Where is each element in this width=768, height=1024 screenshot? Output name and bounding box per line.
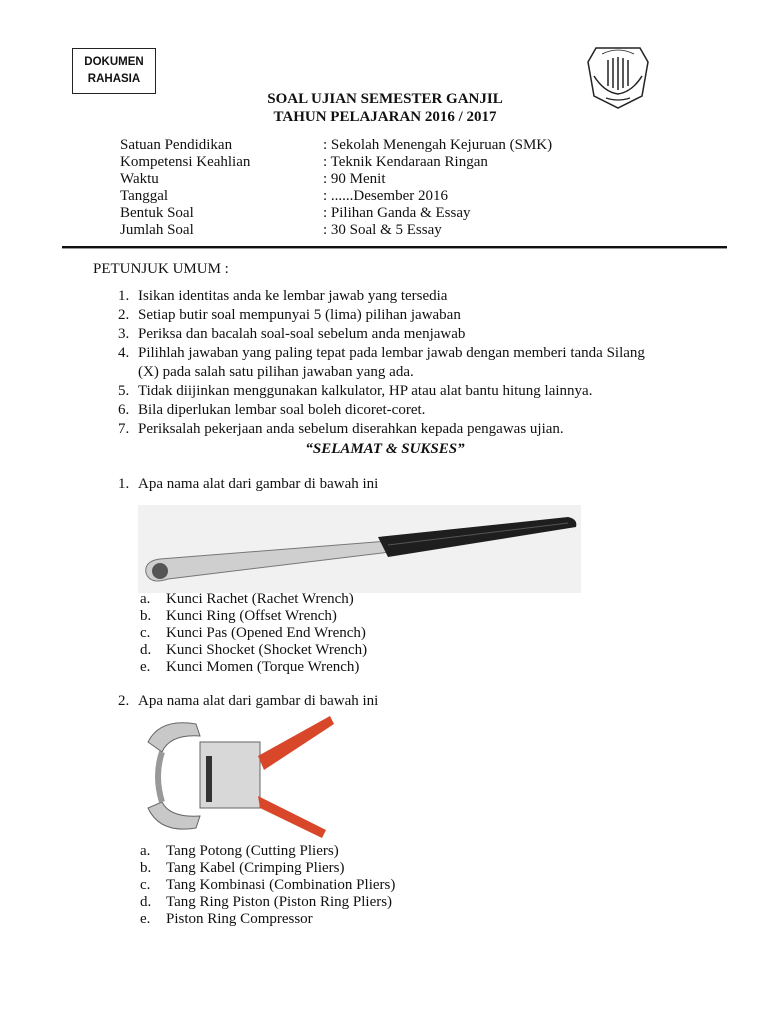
option-letter: e. bbox=[140, 659, 151, 675]
document-title: SOAL UJIAN SEMESTER GANJIL bbox=[267, 91, 503, 107]
answer-option: Tang Ring Piston (Piston Ring Pliers) bbox=[166, 894, 393, 910]
question-2-text: Apa nama alat dari gambar di bawah ini bbox=[138, 693, 379, 709]
instruction-text: Bila diperlukan lembar soal boleh dicoret-coret. bbox=[138, 402, 426, 418]
answer-option: Tang Kabel (Crimping Pliers) bbox=[166, 860, 345, 876]
info-value: : Pilihan Ganda & Essay bbox=[323, 205, 471, 221]
instruction-number: 2. bbox=[118, 307, 130, 323]
instruction-text: Pilihlah jawaban yang paling tepat pada lembar jawab dengan memberi tanda Silang bbox=[138, 345, 645, 361]
answer-option: Kunci Pas (Opened End Wrench) bbox=[166, 625, 366, 641]
info-label: Satuan Pendidikan bbox=[120, 137, 233, 153]
question-2-number: 2. bbox=[118, 693, 130, 709]
answer-option: Kunci Momen (Torque Wrench) bbox=[166, 659, 360, 675]
option-letter: c. bbox=[140, 877, 151, 893]
instruction-number: 5. bbox=[118, 383, 130, 399]
instruction-text: Periksalah pekerjaan anda sebelum diserahkan kepada pengawas ujian. bbox=[138, 421, 564, 437]
option-letter: a. bbox=[140, 843, 151, 859]
info-value: : 90 Menit bbox=[323, 171, 386, 187]
option-letter: d. bbox=[140, 894, 152, 910]
option-letter: b. bbox=[140, 608, 152, 624]
option-letter: c. bbox=[140, 625, 151, 641]
closing-greeting: “SELAMAT & SUKSES” bbox=[305, 441, 465, 457]
stamp-line2: RAHASIA bbox=[87, 73, 141, 85]
option-letter: e. bbox=[140, 911, 151, 927]
answer-option: Piston Ring Compressor bbox=[166, 911, 313, 927]
instruction-text-continued: (X) pada salah satu pilihan jawaban yang ada. bbox=[138, 364, 414, 380]
document-subtitle: TAHUN PELAJARAN 2016 / 2017 bbox=[273, 109, 497, 125]
answer-option: Tang Kombinasi (Combination Pliers) bbox=[166, 877, 396, 893]
answer-option: Kunci Ring (Offset Wrench) bbox=[166, 608, 337, 624]
torque-wrench-image bbox=[138, 505, 581, 593]
instruction-number: 7. bbox=[118, 421, 130, 437]
info-label: Bentuk Soal bbox=[120, 205, 194, 221]
instruction-number: 4. bbox=[118, 345, 130, 361]
instructions-heading: PETUNJUK UMUM : bbox=[93, 261, 229, 277]
instruction-text: Setiap butir soal mempunyai 5 (lima) pilihan jawaban bbox=[138, 307, 461, 323]
option-letter: d. bbox=[140, 642, 152, 658]
instruction-text: Isikan identitas anda ke lembar jawab yang tersedia bbox=[138, 288, 448, 304]
answer-option: Kunci Shocket (Shocket Wrench) bbox=[166, 642, 368, 658]
header-divider bbox=[62, 246, 727, 249]
info-value: : ......Desember 2016 bbox=[323, 188, 448, 204]
info-label: Waktu bbox=[120, 171, 159, 187]
option-letter: a. bbox=[140, 591, 151, 607]
answer-option: Tang Potong (Cutting Pliers) bbox=[166, 843, 339, 859]
option-letter: b. bbox=[140, 860, 152, 876]
info-label: Tanggal bbox=[120, 188, 169, 204]
info-value: : Sekolah Menengah Kejuruan (SMK) bbox=[323, 137, 553, 153]
info-label: Jumlah Soal bbox=[120, 222, 194, 238]
answer-option: Kunci Rachet (Rachet Wrench) bbox=[166, 591, 354, 607]
instruction-number: 3. bbox=[118, 326, 130, 342]
instruction-number: 1. bbox=[118, 288, 130, 304]
info-value: : Teknik Kendaraan Ringan bbox=[323, 154, 488, 170]
info-label: Kompetensi Keahlian bbox=[120, 154, 251, 170]
instruction-text: Periksa dan bacalah soal-soal sebelum anda menjawab bbox=[138, 326, 466, 342]
stamp-line1: DOKUMEN bbox=[84, 56, 144, 68]
info-value: : 30 Soal & 5 Essay bbox=[323, 222, 442, 238]
question-1-text: Apa nama alat dari gambar di bawah ini bbox=[138, 476, 379, 492]
instruction-number: 6. bbox=[118, 402, 130, 418]
piston-ring-pliers-image bbox=[140, 712, 336, 842]
question-1-number: 1. bbox=[118, 476, 130, 492]
confidential-stamp bbox=[72, 48, 156, 94]
instruction-text: Tidak diijinkan menggunakan kalkulator, HP atau alat bantu hitung lainnya. bbox=[138, 383, 593, 399]
